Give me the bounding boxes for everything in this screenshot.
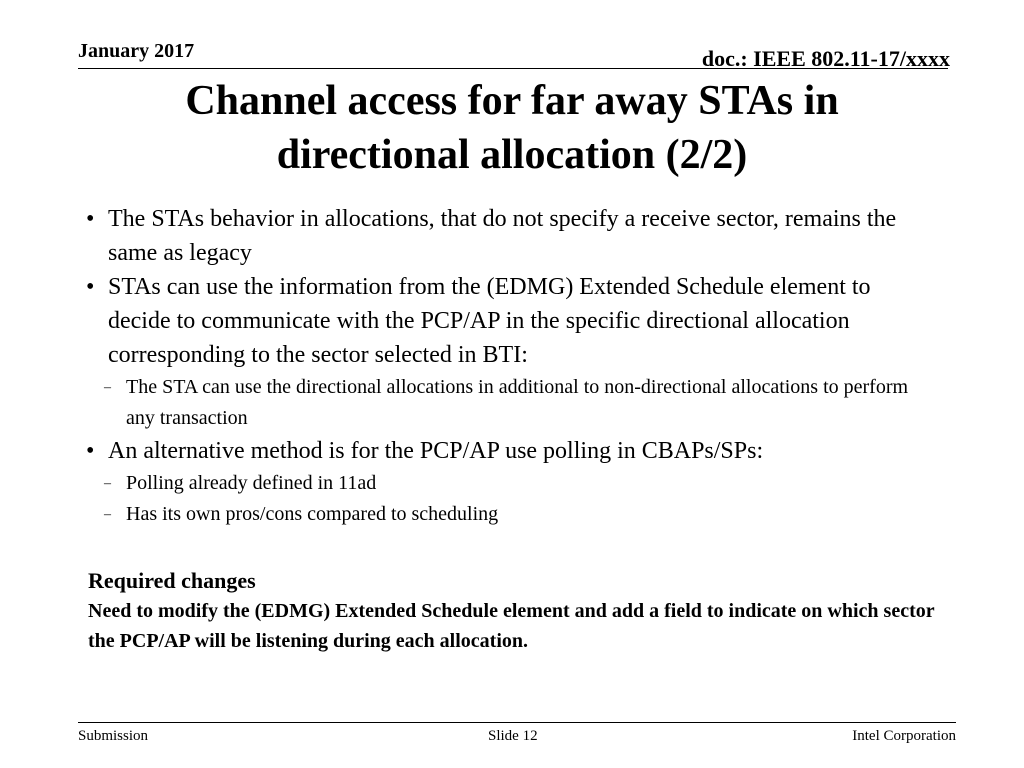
sub-bullet-text: Polling already defined in 11ad	[126, 472, 377, 494]
bullet-list	[86, 202, 924, 530]
header-doc-id: doc.: IEEE 802.11-17/xxxx	[701, 46, 950, 71]
footer-company: Intel Corporation	[852, 728, 956, 744]
slide-title-line-2: directional allocation (2/2)	[276, 132, 748, 178]
header-date: January 2017	[78, 40, 195, 62]
bullet-item	[86, 434, 924, 530]
dash-icon: –	[104, 476, 111, 491]
required-changes-section	[88, 566, 944, 656]
header-divider	[78, 68, 948, 69]
footer-divider	[78, 722, 956, 723]
bullet-dot-icon: •	[86, 274, 95, 300]
bullet-item	[86, 270, 924, 434]
dash-icon: –	[104, 380, 111, 395]
sub-bullet-item	[86, 468, 924, 499]
bullet-dot-icon: •	[86, 438, 95, 464]
sub-bullet-item	[86, 499, 924, 530]
bullet-item	[86, 202, 924, 270]
sub-bullet-text: The STA can use the directional allocations in additional to non-directional allocations to perform any transaction	[126, 376, 909, 429]
dash-icon: –	[104, 507, 111, 522]
sub-bullet-item	[86, 372, 924, 434]
slide-title-line-1: Channel access for far away STAs in	[185, 78, 839, 124]
required-changes-heading: Required changes	[88, 568, 256, 593]
slide-title	[60, 74, 964, 182]
bullet-text: STAs can use the information from the (EDMG) Extended Schedule element to decide to communicate with the PCP/AP in the specific directional allocation corresponding to the sector selected in BTI:	[108, 274, 871, 368]
sub-bullet-list	[104, 372, 924, 434]
footer-submission: Submission	[78, 728, 149, 744]
bullet-text: The STAs behavior in allocations, that do not specify a receive sector, remains the same as legacy	[108, 206, 897, 266]
footer-slide-number: Slide 12	[488, 728, 538, 744]
required-changes-text: Need to modify the (EDMG) Extended Schedule element and add a field to indicate on which sector the PCP/AP will be listening during each allocation.	[88, 600, 935, 652]
bullet-text: An alternative method is for the PCP/AP use polling in CBAPs/SPs:	[108, 438, 764, 464]
sub-bullet-text: Has its own pros/cons compared to scheduling	[126, 503, 499, 525]
sub-bullet-list	[104, 468, 924, 530]
bullet-dot-icon: •	[86, 206, 95, 232]
